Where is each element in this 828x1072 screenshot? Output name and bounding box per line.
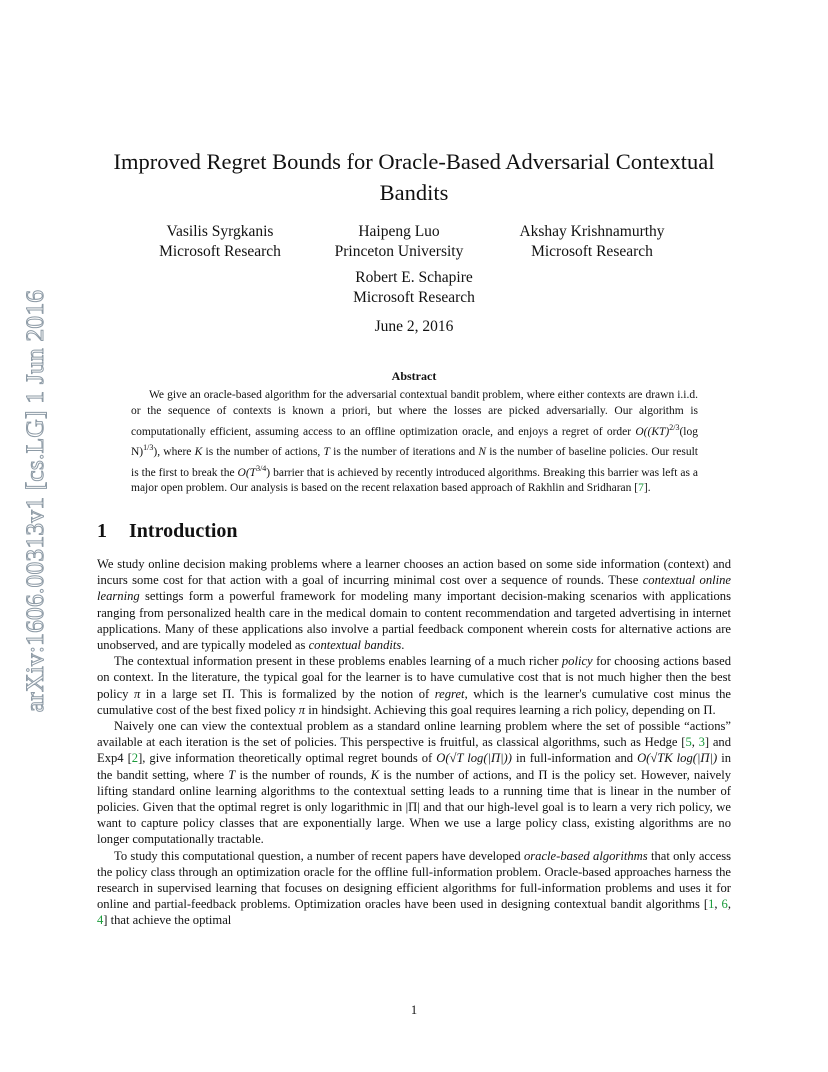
author-block-1 — [140, 222, 300, 262]
abstract-heading: Abstract — [391, 369, 437, 383]
paper-date: June 2, 2016 — [374, 318, 454, 335]
paper-title: Improved Regret Bounds for Oracle-Based Adversarial Contextual Bandits — [113, 149, 715, 205]
section-heading — [97, 520, 238, 543]
page-number: 1 — [410, 1003, 418, 1017]
citation-link[interactable]: 6 — [721, 897, 728, 912]
citation-link[interactable]: 7 — [638, 482, 644, 495]
citation-link[interactable]: 4 — [97, 913, 104, 928]
citation-link[interactable]: 5 — [685, 735, 692, 750]
section-title: Introduction — [129, 520, 238, 542]
paragraph-1: We study online decision making problems where a learner chooses an action based on some side information (context) and incurs some cost for that action with a goal of incurring minimal cost over a sequence of rounds. These contextual online learning settings form a powerful framework for modeling many important decision-making scenarios with applications ranging from personalized health care in the medical domain to content recommendation and targeted advertising in internet applications. Many of these applications also involve a partial feedback component wherein costs for alternative actions are unobserved, and are typically modeled as contextual bandits. — [97, 557, 731, 653]
arxiv-identifier-text: arXiv:1606.00313v1 [cs.LG] 1 Jun 2016 — [20, 289, 49, 713]
introduction-body — [97, 556, 731, 929]
citation-link[interactable]: 1 — [708, 897, 715, 912]
citation-link[interactable]: 3 — [698, 735, 705, 750]
author-name: Haipeng Luo — [358, 223, 440, 240]
author-block-3 — [502, 222, 682, 262]
author-name: Robert E. Schapire — [355, 269, 473, 286]
author-affiliation: Microsoft Research — [159, 243, 281, 260]
abstract-text: We give an oracle-based algorithm for the adversarial contextual bandit problem, where either contexts are drawn i.i.d. or the sequence of contexts is known a priori, but where the losses are picked adversarially. Our algorithm is computationally efficient, assuming access to an offline optimization oracle, and enjoys a regret of order O((KT)$^{2/3}$(log N)$^{1/3}$), where K is the number of actions, T is the number of iterations and N is the number of baseline policies. Our result is the first to break the $O(T^{3/4})$ barrier that is achieved by recently introduced algorithms. Breaking this barrier was left as a major open problem. Our analysis is based on the recent relaxation based approach of Rakhlin and Sridharan [7]. — [131, 389, 699, 495]
author-affiliation: Microsoft Research — [531, 243, 653, 260]
arxiv-identifier-stamp — [20, 266, 50, 736]
author-affiliation: Microsoft Research — [353, 289, 475, 306]
paragraph-4: To study this computational question, a number of recent papers have developed oracle-based algorithms that only access the policy class through an optimization oracle for the offline full-information problem. Oracle-based approaches harness the research in supervised learning that focuses on designing efficient algorithms for full-information problems and uses it for online and partial-feedback problems. Optimization oracles have been used in designing contextual bandit algorithms [1, 6, 4] that achieve the optimal — [97, 848, 732, 928]
author-name: Vasilis Syrgkanis — [166, 223, 274, 240]
author-name: Akshay Krishnamurthy — [519, 223, 665, 240]
paragraph-2: The contextual information present in these problems enables learning of a much richer policy for choosing actions based on context. In the literature, the typical goal for the learner is to have cumulative cost that is not much higher then the best policy π in a large set Π. This is formalized by the notion of regret, which is the learner's cumulative cost minus the cumulative cost of the best fixed policy π in hindsight. Achieving this goal requires learning a rich policy, depending on Π. — [97, 654, 732, 717]
section-number: 1 — [97, 520, 107, 542]
author-block-2 — [318, 222, 480, 262]
author-block-4 — [334, 268, 494, 308]
paragraph-3: Naively one can view the contextual problem as a standard online learning problem where the set of possible “actions” available at each iteration is the set of policies. This perspective is fruitful, as classical algorithms, such as Hedge [5, 3] and Exp4 [2], give information theoretically optimal regret bounds of O(√T log(|Π|)) in full-information and O(√TK log(|Π|) in the bandit setting, where T is the number of rounds, K is the number of actions, and Π is the policy set. However, naively lifting standard online learning algorithms to the contextual setting leads to a running time that is linear in the number of policies. Given that the optimal regret is only logarithmic in |Π| and that our high-level goal is to learn a very rich policy, we want to capture policy classes that are exponentially large. When we use a large policy class, existing algorithms are no longer computationally tractable. — [97, 719, 732, 847]
citation-link[interactable]: 2 — [131, 751, 139, 766]
author-affiliation: Princeton University — [334, 243, 464, 260]
